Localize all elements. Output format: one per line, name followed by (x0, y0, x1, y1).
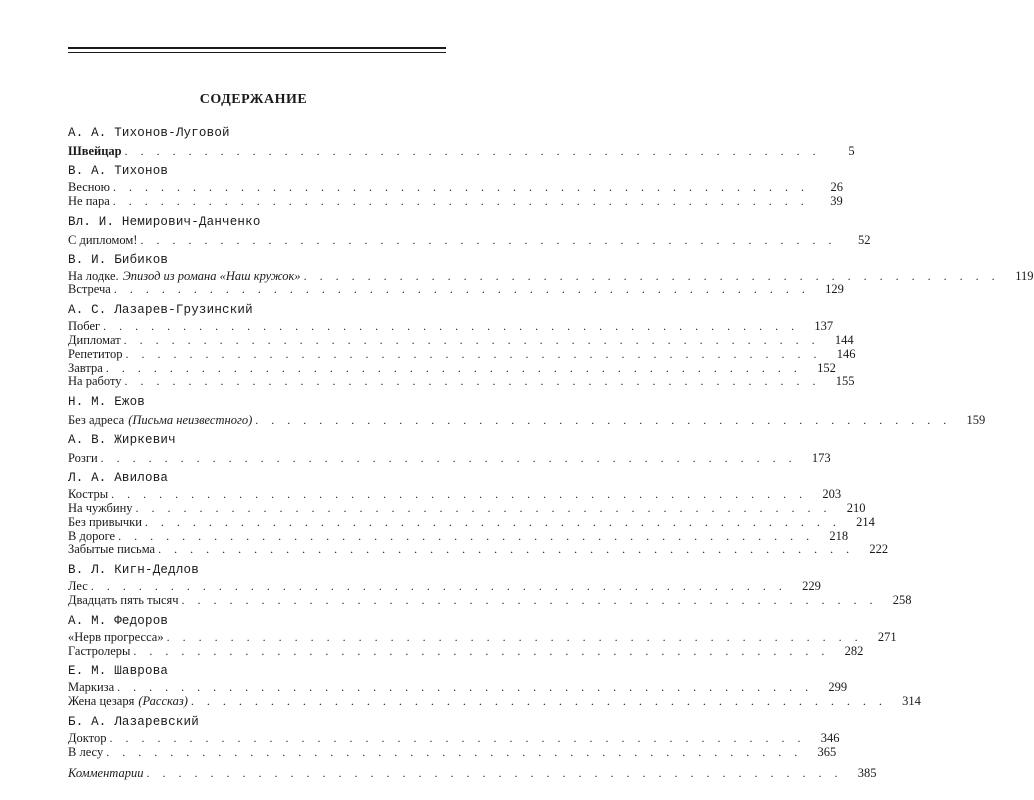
top-rule-thin (68, 52, 446, 53)
entry-subtitle: (Письма неизвестного) (128, 413, 253, 428)
dot-leader: . . . . . . . . . . . . . . . . . . . . . . . . . . . . . . . . . . . . . . . . . . . . (103, 319, 800, 334)
author-name: А. М. Федоров (68, 613, 169, 628)
author-name: Б. А. Лазаревский (68, 714, 199, 729)
dot-leader: . . . . . . . . . . . . . . . . . . . . . . . . . . . . . . . . . . . . . . . . . . . . (112, 193, 809, 208)
toc-entry (68, 143, 855, 160)
page-number: 314 (902, 694, 921, 709)
author-name: В. А. Тихонов (68, 164, 169, 178)
toc-entry (68, 629, 897, 645)
entry-title: «Нерв прогресса» (68, 629, 164, 644)
entry-title: Без привычки (68, 514, 142, 529)
toc-entry (68, 332, 854, 348)
entry-title: Весною (68, 180, 111, 194)
dot-leader: . . . . . . . . . . . . . . . . . . . . . . . . . . . . . . . . . . . . . . . . . . . . (113, 180, 810, 194)
author-name: Н. М. Ежов (68, 395, 146, 410)
entry-title: Двадцать пять тысяч (68, 592, 179, 607)
dot-leader: . . . . . . . . . . . . . . . . . . . . . . . . . . . . . . . . . . . . . . . . . . . . (113, 282, 810, 297)
toc-entry (68, 694, 921, 709)
page-number: 203 (822, 487, 842, 502)
entry-title: Доктор (68, 730, 107, 745)
dot-leader: . . . . . . . . . . . . . . . . . . . . . . . . . . . . . . . . . . . . . . . . . . . . (158, 542, 855, 557)
page-number: 229 (802, 579, 821, 594)
table-of-contents (68, 122, 1034, 784)
author-name: Е. М. Шаврова (68, 664, 169, 679)
dot-leader: . . . . . . . . . . . . . . . . . . . . . . . . . . . . . . . . . . . . . . . . . . . . (117, 680, 814, 695)
entry-title: Комментарии (68, 765, 144, 780)
toc-entry (68, 730, 840, 746)
entry-title: На чужбину (68, 500, 133, 515)
entry-title: Дипломат (68, 332, 121, 347)
entry-title: С дипломом! (68, 232, 138, 247)
toc-entry (68, 592, 912, 608)
entry-title: Не пара (68, 193, 110, 208)
page-number: 210 (846, 500, 866, 515)
author-name: В. И. Бибиков (68, 252, 169, 267)
toc-entry (68, 319, 834, 334)
entry-subtitle: Эпизод из романа «Наш кружок» (122, 268, 301, 283)
dot-leader: . . . . . . . . . . . . . . . . . . . . . . . . . . . . . . . . . . . . . . . . . . . . (303, 268, 1000, 283)
page-number: 146 (836, 346, 856, 361)
page-number: 144 (834, 332, 854, 347)
toc-entry (68, 579, 821, 594)
toc-entry (68, 528, 849, 544)
page-number: 173 (811, 451, 831, 466)
page-number: 152 (817, 360, 836, 375)
dot-leader: . . . . . . . . . . . . . . . . . . . . . . . . . . . . . . . . . . . . . . . . . . . . (133, 643, 830, 658)
entry-title: Маркиза (68, 680, 115, 695)
page-number: 214 (856, 514, 875, 529)
entry-title: Завтра (68, 360, 103, 375)
page-number: 222 (869, 542, 889, 557)
toc-entry (68, 193, 843, 209)
entry-title: Побег (68, 319, 101, 334)
entry-title: В дороге (68, 528, 116, 543)
entry-title: Лес (68, 579, 88, 594)
dot-leader: . . . . . . . . . . . . . . . . . . . . . . . . . . . . . . . . . . . . . . . . . . . . (124, 144, 821, 158)
page-title: СОДЕРЖАНИЕ (199, 92, 308, 107)
dot-leader: . . . . . . . . . . . . . . . . . . . . . . . . . . . . . . . . . . . . . . . . . . . . (123, 332, 820, 347)
toc-entry (68, 268, 1034, 284)
page-number: 159 (966, 413, 986, 428)
toc-entry (68, 374, 855, 389)
entry-subtitle: (Рассказ) (138, 694, 188, 709)
page-number: 271 (877, 629, 897, 644)
toc-entry (68, 680, 848, 695)
dot-leader: . . . . . . . . . . . . . . . . . . . . . . . . . . . . . . . . . . . . . . . . . . . . (90, 579, 787, 594)
author-name: А. А. Тихонов-Луговой (68, 126, 230, 140)
page-number: 119 (1015, 268, 1034, 283)
toc-entry (68, 450, 831, 467)
dot-leader: . . . . . . . . . . . . . . . . . . . . . . . . . . . . . . . . . . . . . . . . . . . . (140, 232, 837, 247)
entry-title: В лесу (68, 744, 104, 759)
page-number: 129 (825, 282, 844, 297)
dot-leader: . . . . . . . . . . . . . . . . . . . . . . . . . . . . . . . . . . . . . . . . . . . . (125, 346, 822, 361)
page-number: 258 (892, 592, 912, 607)
page-number: 346 (820, 730, 840, 745)
entry-title: На лодке. (68, 268, 119, 283)
author-name: А. В. Жиркевич (68, 433, 176, 448)
entry-title: Розги (68, 451, 98, 466)
dot-leader: . . . . . . . . . . . . . . . . . . . . . . . . . . . . . . . . . . . . . . . . . . . . (135, 500, 832, 515)
toc-entry (68, 346, 856, 362)
entry-title: Встреча (68, 282, 111, 297)
dot-leader: . . . . . . . . . . . . . . . . . . . . . . . . . . . . . . . . . . . . . . . . . . . . (166, 629, 863, 644)
toc-entry (68, 180, 844, 195)
entry-title: На работу (68, 374, 122, 389)
page-number: 26 (830, 180, 844, 194)
dot-leader: . . . . . . . . . . . . . . . . . . . . . . . . . . . . . . . . . . . . . . . . . . . . (105, 360, 802, 375)
dot-leader: . . . . . . . . . . . . . . . . . . . . . . . . . . . . . . . . . . . . . . . . . . . . (100, 451, 797, 466)
page-number: 52 (857, 232, 871, 247)
page-number: 39 (830, 193, 843, 208)
entry-title: Швейцар (68, 144, 122, 158)
entry-title: Без адреса (68, 413, 125, 428)
page-number: 365 (817, 744, 837, 759)
entry-title: Забытые письма (68, 542, 156, 557)
entry-title: Репетитор (68, 346, 123, 361)
entry-title: Костры (68, 487, 109, 502)
toc-entry (68, 282, 844, 297)
toc-entry (68, 744, 837, 760)
toc-entry (68, 487, 842, 502)
dot-leader: . . . . . . . . . . . . . . . . . . . . . . . . . . . . . . . . . . . . . . . . . . . . (146, 765, 843, 780)
toc-entry (68, 514, 875, 530)
page-number: 137 (814, 319, 834, 334)
toc-entry (68, 232, 871, 249)
author-name: Л. А. Авилова (68, 471, 169, 486)
page-number: 282 (844, 643, 864, 658)
toc-entry (68, 412, 986, 429)
top-rule (68, 47, 446, 49)
dot-leader: . . . . . . . . . . . . . . . . . . . . . . . . . . . . . . . . . . . . . . . . . . . . (109, 730, 806, 745)
dot-leader: . . . . . . . . . . . . . . . . . . . . . . . . . . . . . . . . . . . . . . . . . . . . (106, 744, 803, 759)
toc-entry (68, 542, 889, 557)
dot-leader: . . . . . . . . . . . . . . . . . . . . . . . . . . . . . . . . . . . . . . . . . . . . (111, 487, 808, 502)
page-number: 299 (828, 680, 848, 695)
author-name: Вл. И. Немирович-Данченко (68, 214, 261, 229)
entry-title: Гастролеры (68, 643, 131, 658)
dot-leader: . . . . . . . . . . . . . . . . . . . . . . . . . . . . . . . . . . . . . . . . . . . . (124, 374, 821, 389)
author-name: А. С. Лазарев-Грузинский (68, 303, 253, 318)
dot-leader: . . . . . . . . . . . . . . . . . . . . . . . . . . . . . . . . . . . . . . . . . . . . (144, 514, 841, 529)
toc-entry (68, 643, 864, 659)
page-number: 385 (857, 765, 877, 780)
dot-leader: . . . . . . . . . . . . . . . . . . . . . . . . . . . . . . . . . . . . . . . . . . . . (181, 592, 878, 607)
toc-entry (68, 360, 836, 376)
page-number: 5 (848, 144, 855, 158)
toc-entry (68, 500, 866, 516)
toc-entry (68, 765, 877, 782)
entry-title: Жена цезаря (68, 694, 135, 709)
dot-leader: . . . . . . . . . . . . . . . . . . . . . . . . . . . . . . . . . . . . . . . . . . . . (255, 413, 952, 428)
dot-leader: . . . . . . . . . . . . . . . . . . . . . . . . . . . . . . . . . . . . . . . . . . . . (118, 528, 815, 543)
page-number: 218 (829, 528, 849, 543)
page-number: 155 (835, 374, 855, 389)
dot-leader: . . . . . . . . . . . . . . . . . . . . . . . . . . . . . . . . . . . . . . . . . . . . (190, 694, 887, 709)
author-name: В. Л. Кигн-Дедлов (68, 563, 199, 578)
